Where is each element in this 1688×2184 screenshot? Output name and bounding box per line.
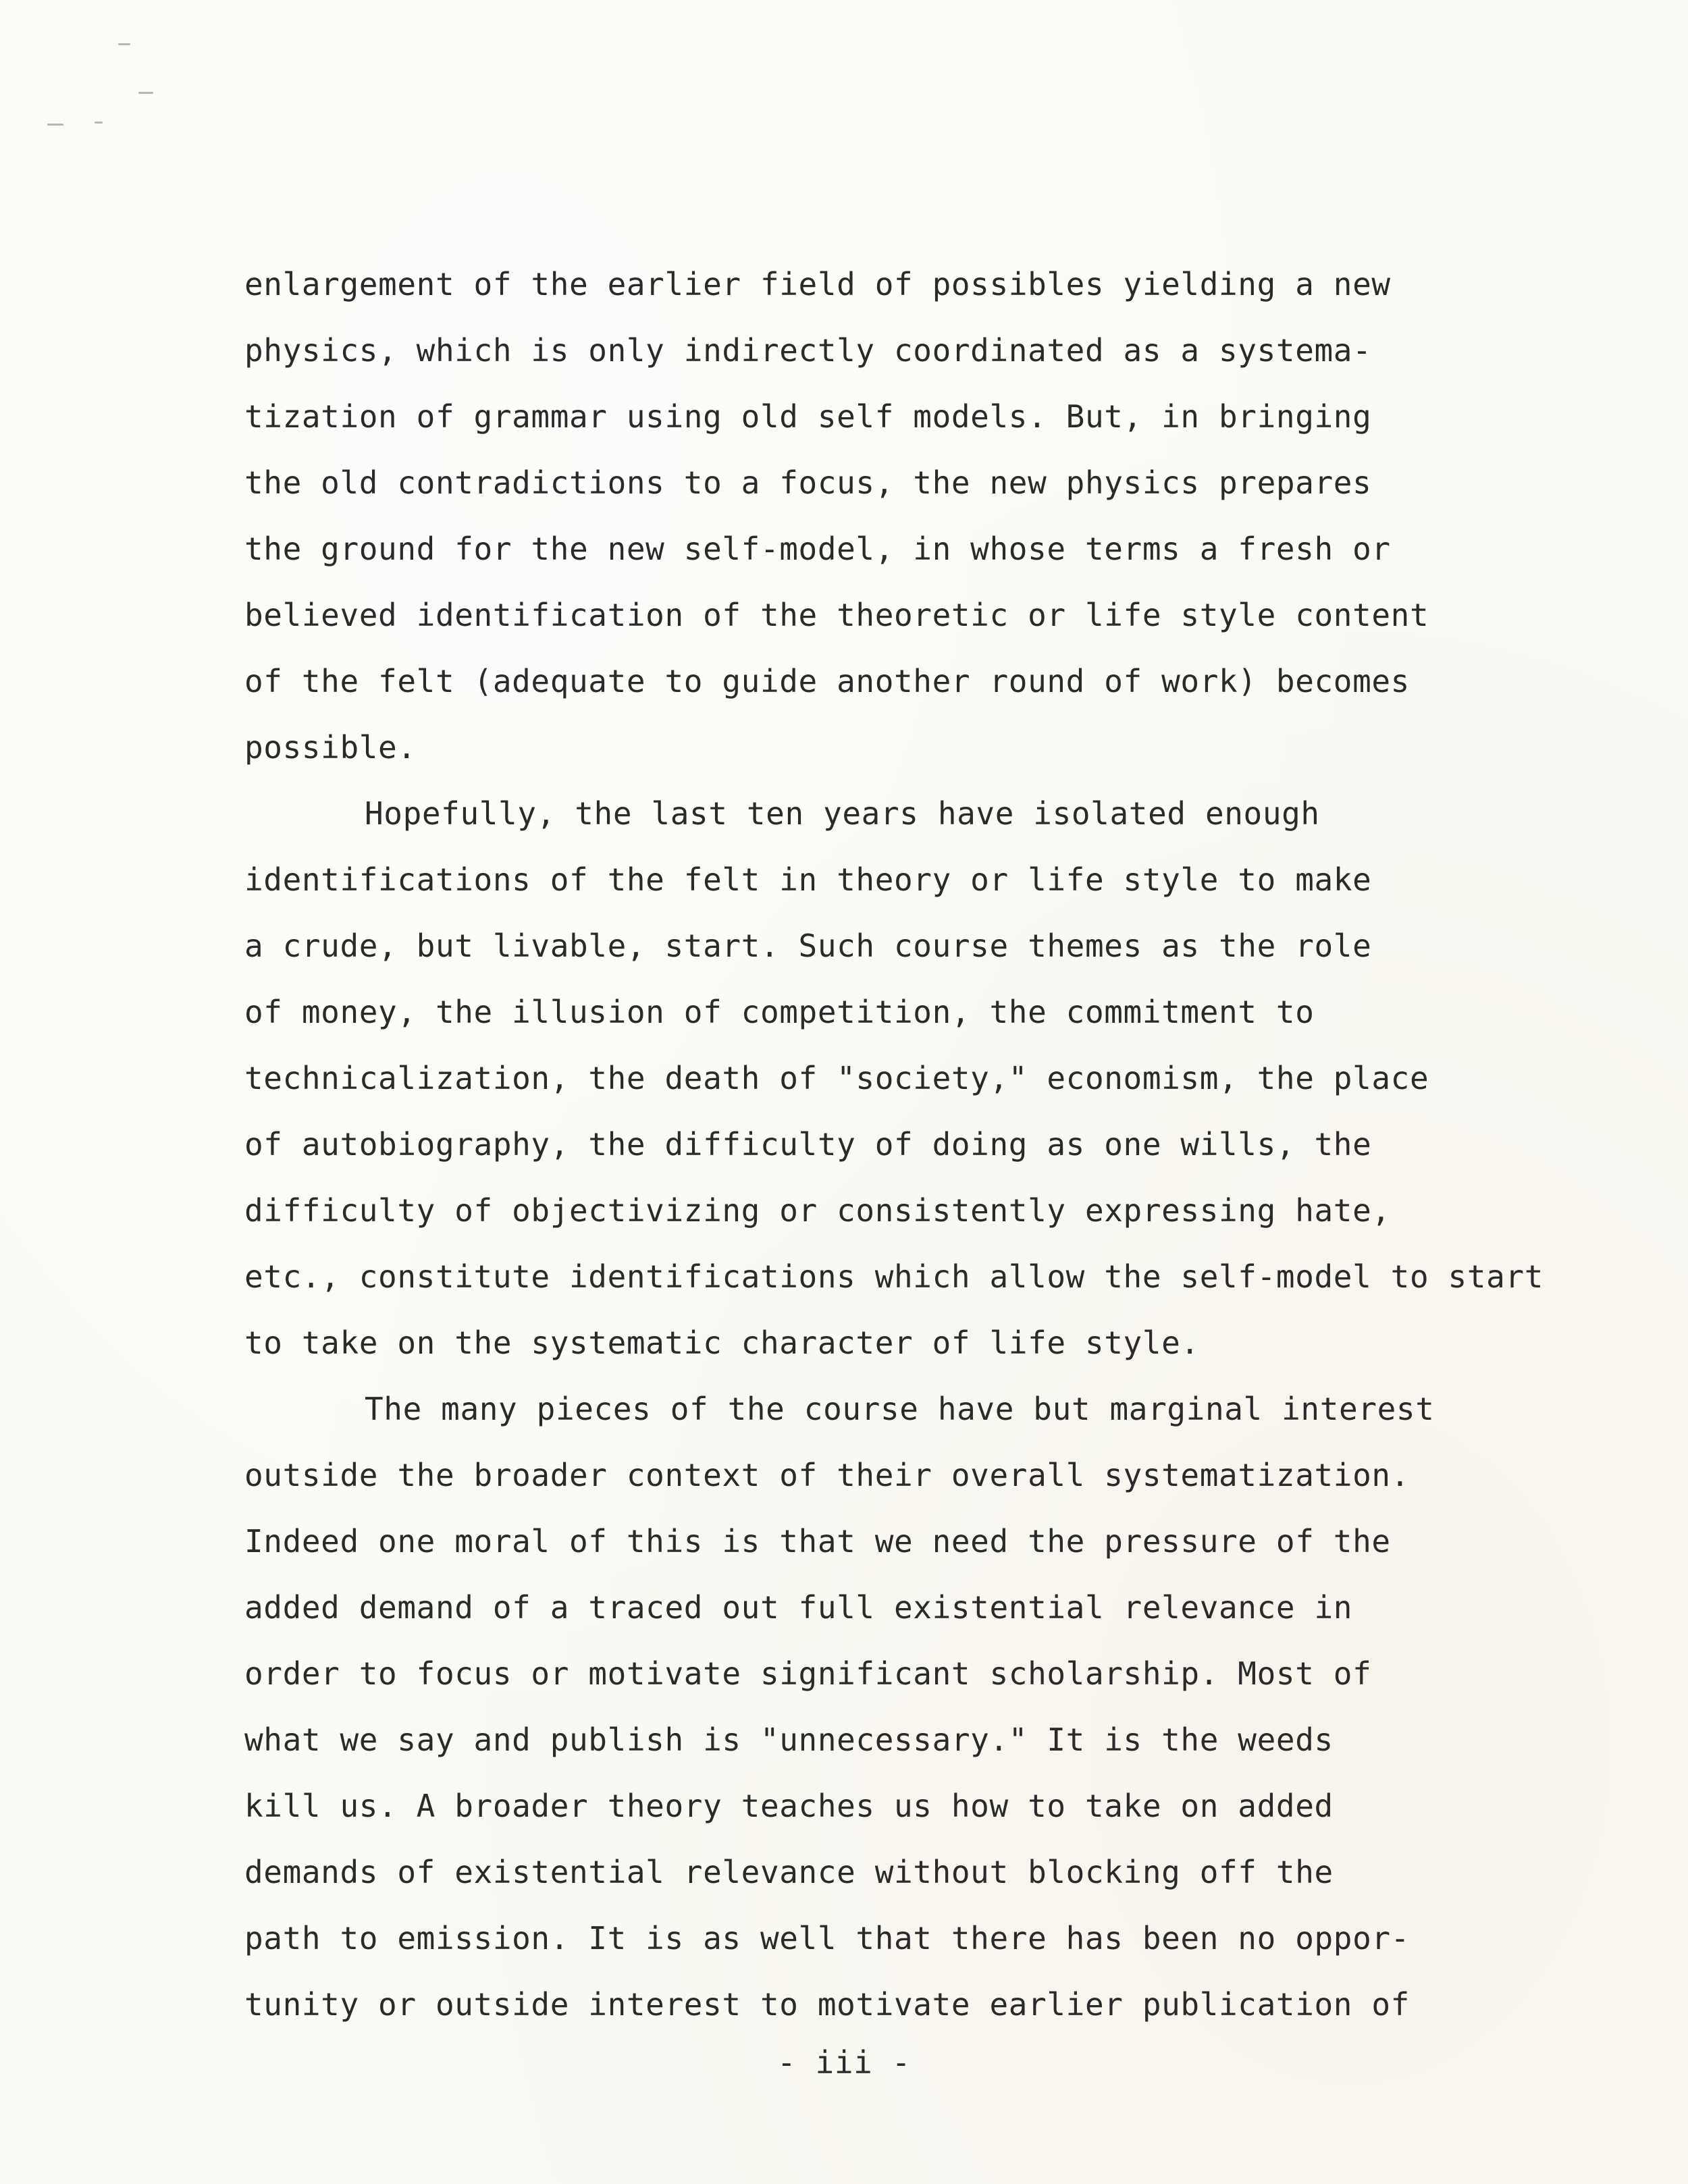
- text-line: demands of existential relevance without blocking off the: [244, 1854, 1334, 1890]
- text-line: believed identification of the theoretic or life style content: [244, 597, 1429, 633]
- typed-text-body: [244, 251, 1544, 2037]
- text-line: difficulty of objectivizing or consistently expressing hate,: [244, 1192, 1391, 1229]
- text-line: Hopefully, the last ten years have isolated enough: [365, 795, 1320, 832]
- text-line: enlargement of the earlier field of possibles yielding a new: [244, 266, 1391, 302]
- text-line: possible.: [244, 729, 417, 766]
- text-line: to take on the systematic character of life style.: [244, 1325, 1200, 1361]
- text-line: a crude, but livable, start. Such course themes as the role: [244, 928, 1372, 964]
- text-line: technicalization, the death of "society," economism, the place: [244, 1060, 1429, 1096]
- text-line: added demand of a traced out full existential relevance in: [244, 1589, 1353, 1626]
- text-line: tization of grammar using old self models. But, in bringing: [244, 398, 1372, 435]
- text-line: outside the broader context of their overall systematization.: [244, 1457, 1410, 1493]
- margin-mark: [95, 122, 103, 124]
- text-line: the ground for the new self-model, in whose terms a fresh or: [244, 531, 1391, 567]
- page-number: - iii -: [776, 2044, 912, 2081]
- text-line: tunity or outside interest to motivate earlier publication of: [244, 1986, 1410, 2023]
- text-line: identifications of the felt in theory or life style to make: [244, 861, 1372, 898]
- margin-mark: [118, 43, 130, 45]
- margin-mark: [138, 92, 153, 94]
- text-line: The many pieces of the course have but marginal interest: [365, 1391, 1435, 1427]
- text-line: the old contradictions to a focus, the new physics prepares: [244, 464, 1372, 501]
- text-line: path to emission. It is as well that there has been no oppor-: [244, 1920, 1410, 1956]
- text-line: of the felt (adequate to guide another round of work) becomes: [244, 663, 1410, 699]
- text-line: etc., constitute identifications which allow the self-model to start: [244, 1258, 1544, 1295]
- text-line: Indeed one moral of this is that we need the pressure of the: [244, 1523, 1391, 1560]
- text-line: what we say and publish is "unnecessary." It is the weeds: [244, 1722, 1334, 1758]
- text-line: physics, which is only indirectly coordinated as a systema-: [244, 332, 1372, 369]
- text-line: of money, the illusion of competition, the commitment to: [244, 994, 1315, 1030]
- text-line: kill us. A broader theory teaches us how to take on added: [244, 1788, 1334, 1824]
- text-line: order to focus or motivate significant scholarship. Most of: [244, 1655, 1372, 1692]
- text-line: of autobiography, the difficulty of doing as one wills, the: [244, 1126, 1372, 1163]
- margin-mark: [47, 124, 63, 126]
